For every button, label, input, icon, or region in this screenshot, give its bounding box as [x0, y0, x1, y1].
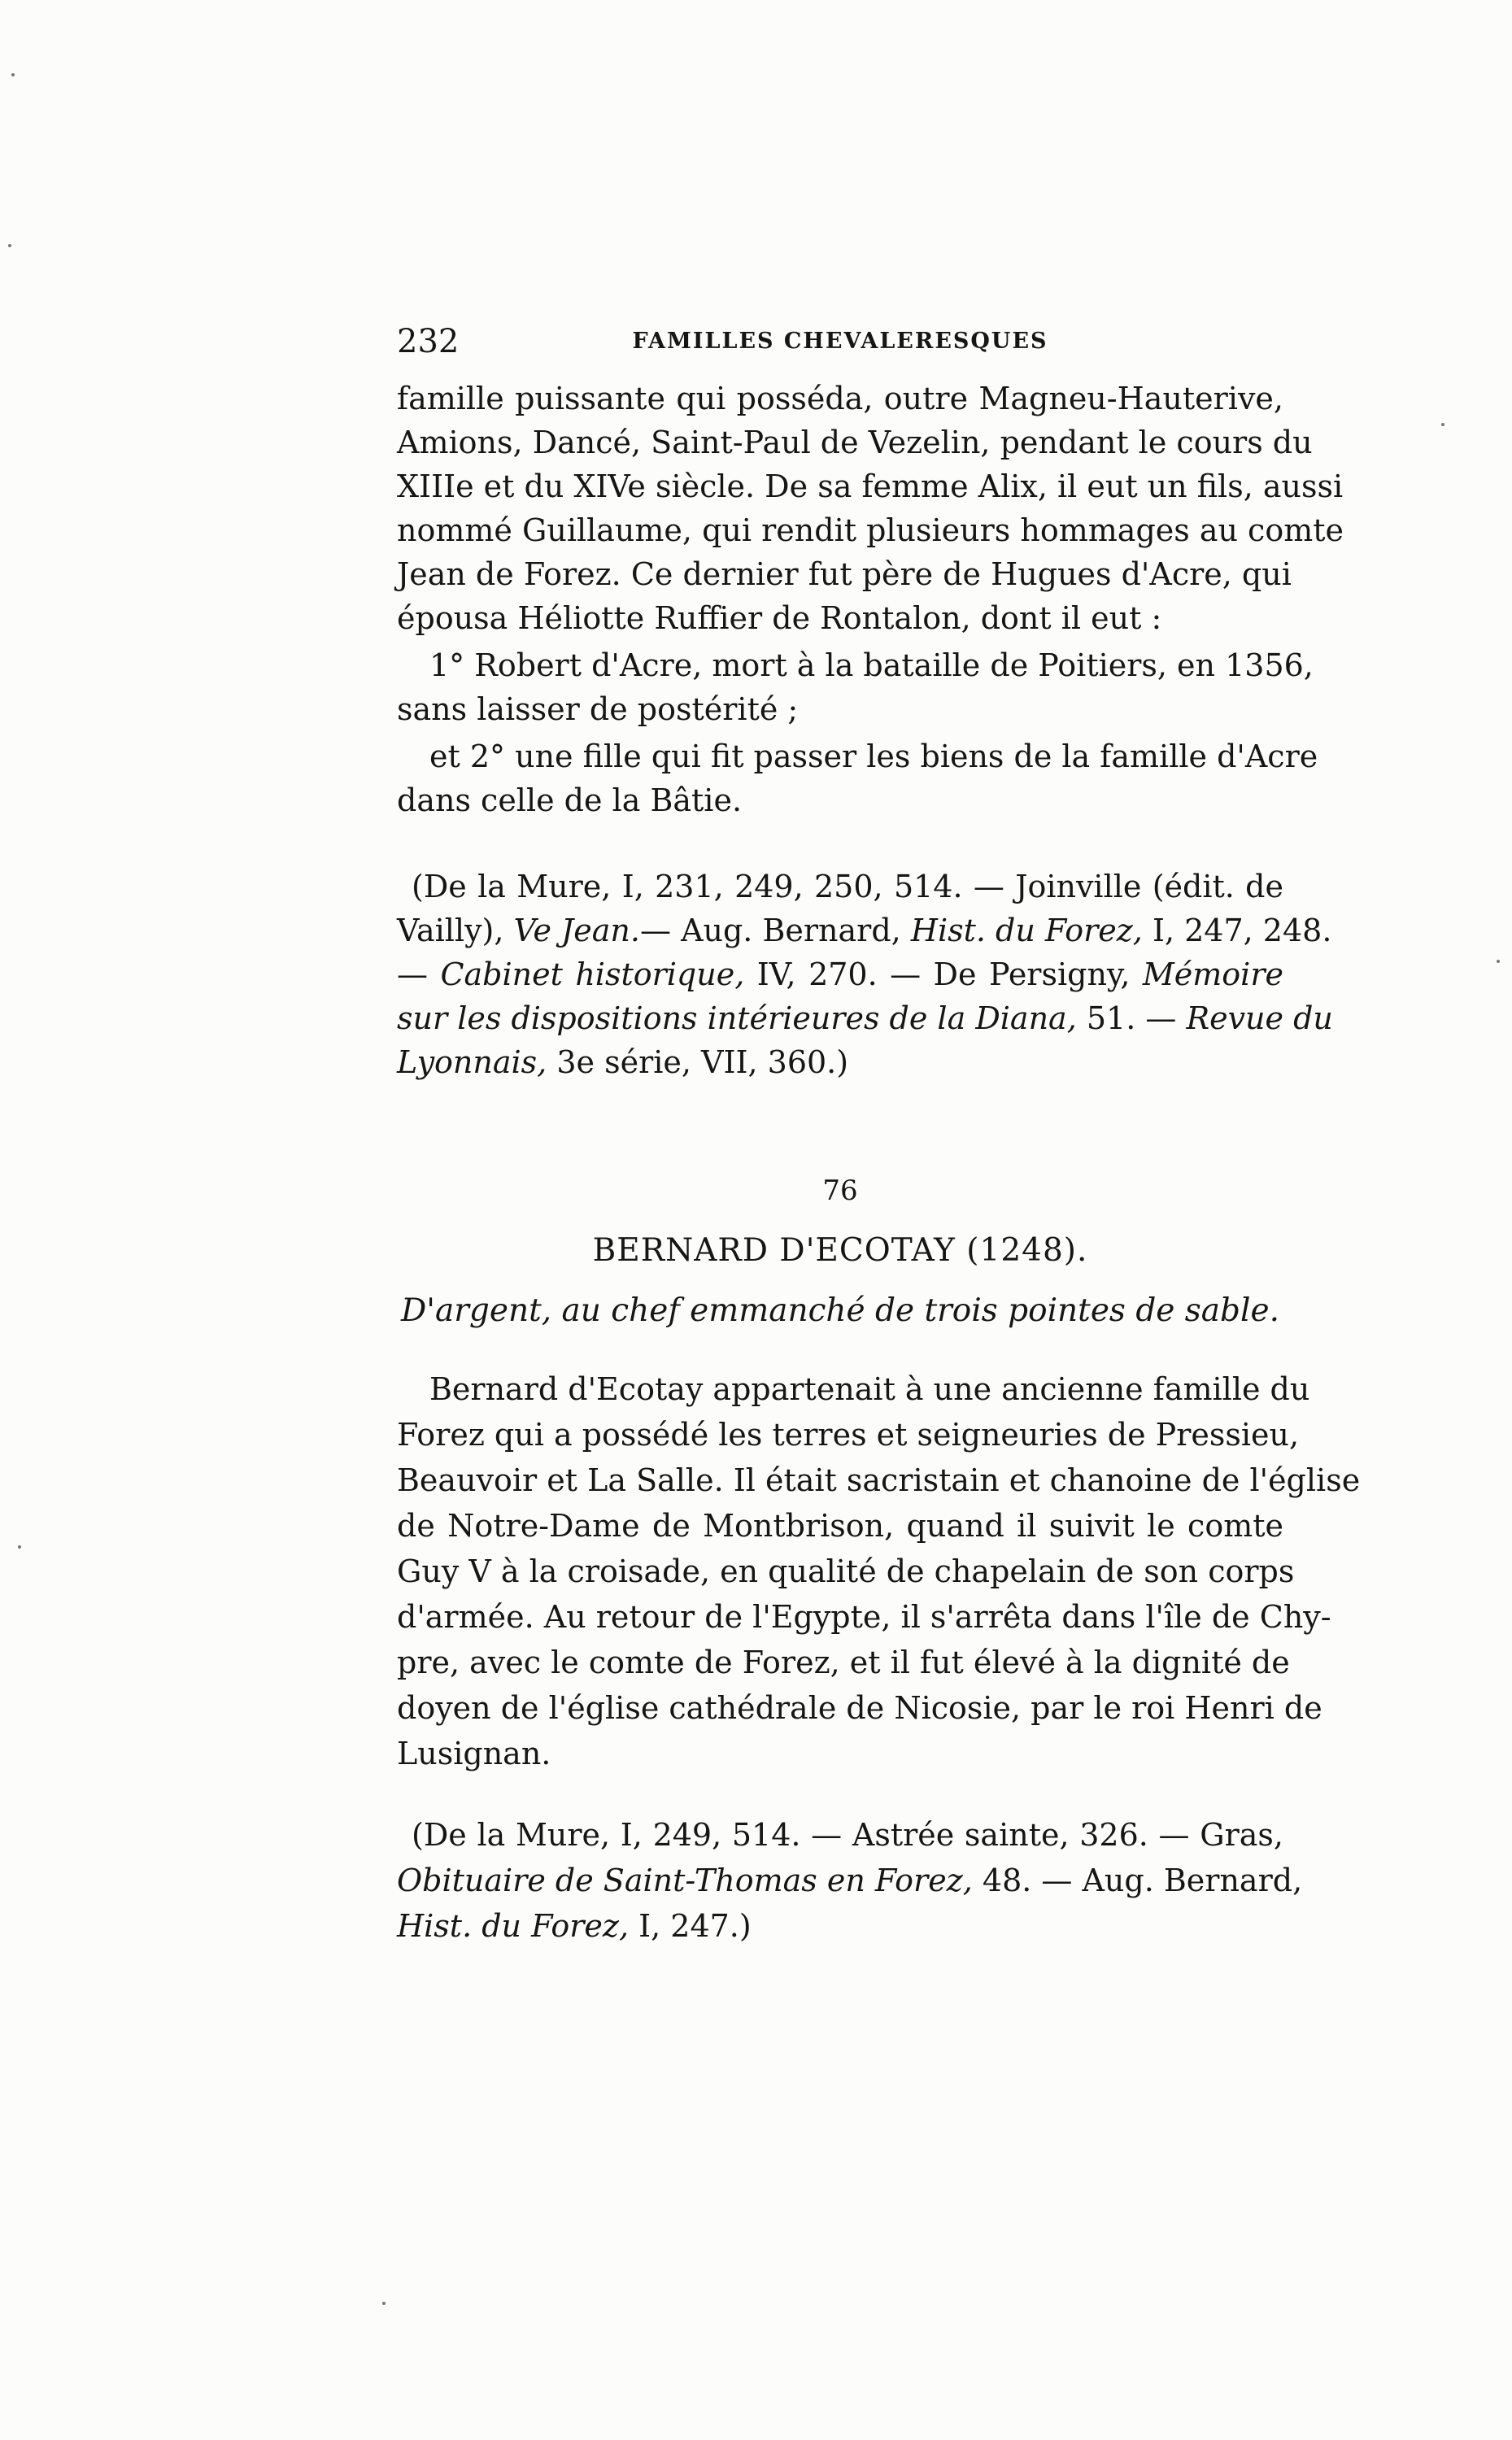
text-line: et 2° une fille qui fit passer les biens de la famille d'Acre: [429, 739, 1318, 774]
reference-title: Cabinet historique,: [440, 956, 745, 992]
reference-line: (De la Mure, I, 231, 249, 250, 514. — Joinville (édit. de: [412, 869, 1283, 904]
reference-line: [397, 1903, 1283, 1949]
reference-title: Obituaire de Saint-Thomas en Forez,: [397, 1863, 973, 1898]
page-header: [397, 319, 1283, 364]
scan-speck: [382, 2302, 386, 2305]
page-number: 232: [397, 323, 460, 360]
text-line: sans laisser de postérité ;: [397, 691, 799, 727]
running-title: FAMILLES CHEVALERESQUES: [632, 329, 1048, 354]
reference-text: — Aug. Bernard,: [639, 913, 911, 948]
text-line: Beauvoir et La Salle. Il était sacristain et chanoine de l'église: [397, 1462, 1361, 1498]
text-line: Jean de Forez. Ce dernier fut père de Hugues d'Acre, qui: [397, 556, 1292, 592]
reference-title: Hist. du Forez,: [397, 1908, 630, 1944]
text-line: XIIIe et du XIVe siècle. De sa femme Alix, il eut un fils, aussi: [397, 468, 1344, 504]
text-line: Amions, Dancé, Saint-Paul de Vezelin, pendant le cours du: [397, 425, 1313, 460]
text-line: 1° Robert d'Acre, mort à la bataille de Poitiers, en 1356,: [429, 647, 1314, 683]
entry-number: 76: [822, 1174, 858, 1207]
reference-text: I, 247, 248.: [1142, 913, 1332, 948]
reference-line: (De la Mure, I, 249, 514. — Astrée sainte, 326. — Gras,: [412, 1817, 1283, 1853]
reference-text: 3e série, VII, 360.): [547, 1044, 849, 1080]
reference-line: [397, 1039, 1283, 1085]
reference-title: Revue du: [1186, 1000, 1333, 1036]
reference-title: Ve Jean.: [513, 913, 640, 948]
reference-line: [397, 908, 1332, 953]
scan-speck: [1441, 423, 1444, 426]
text-line: famille puissante qui posséda, outre Magneu-Hauterive,: [397, 381, 1283, 416]
text-line: Bernard d'Ecotay appartenait à une ancienne famille du: [429, 1371, 1310, 1407]
scan-speck: [11, 73, 15, 76]
entry-blazon: D'argent, au chef emmanché de trois pointes de sable.: [401, 1292, 1279, 1329]
reference-line: [397, 1858, 1303, 1903]
text-line: nommé Guillaume, qui rendit plusieurs hommages au comte: [397, 512, 1344, 548]
reference-text: Vailly),: [397, 913, 514, 948]
text-line: dans celle de la Bâtie.: [397, 782, 743, 818]
reference-text: I, 247.): [629, 1908, 752, 1944]
reference-text: —: [397, 956, 441, 992]
reference-title: Lyonnais,: [397, 1044, 547, 1080]
reference-text: 48. — Aug. Bernard,: [972, 1863, 1303, 1898]
scan-speck: [18, 1545, 21, 1549]
reference-title: sur les dispositions intérieures de la Diana,: [397, 1000, 1077, 1036]
reference-title: Hist. du Forez,: [910, 913, 1143, 948]
text-line: doyen de l'église cathédrale de Nicosie, par le roi Henri de: [397, 1690, 1322, 1726]
text-line: Lusignan.: [397, 1736, 551, 1771]
reference-text: 51. —: [1076, 1000, 1187, 1036]
text-line: pre, avec le comte de Forez, et il fut élevé à la dignité de: [397, 1645, 1290, 1680]
reference-title: Mémoire: [1142, 956, 1283, 992]
text-line: épousa Héliotte Ruffier de Rontalon, dont il eut :: [397, 600, 1162, 636]
text-line: de Notre-Dame de Montbrison, quand il suivit le comte: [397, 1508, 1283, 1544]
reference-text: IV, 270. — De Persigny,: [744, 956, 1143, 992]
reference-line: [397, 952, 1283, 997]
scan-speck: [1497, 960, 1500, 963]
scan-speck: [8, 244, 11, 247]
text-line: Forez qui a possédé les terres et seigneuries de Pressieu,: [397, 1417, 1300, 1453]
entry-title: BERNARD D'ECOTAY (1248).: [592, 1232, 1088, 1269]
reference-line: [397, 996, 1333, 1041]
text-line: Guy V à la croisade, en qualité de chapelain de son corps: [397, 1553, 1295, 1589]
text-line: d'armée. Au retour de l'Egypte, il s'arrêta dans l'île de Chy-: [397, 1599, 1331, 1635]
